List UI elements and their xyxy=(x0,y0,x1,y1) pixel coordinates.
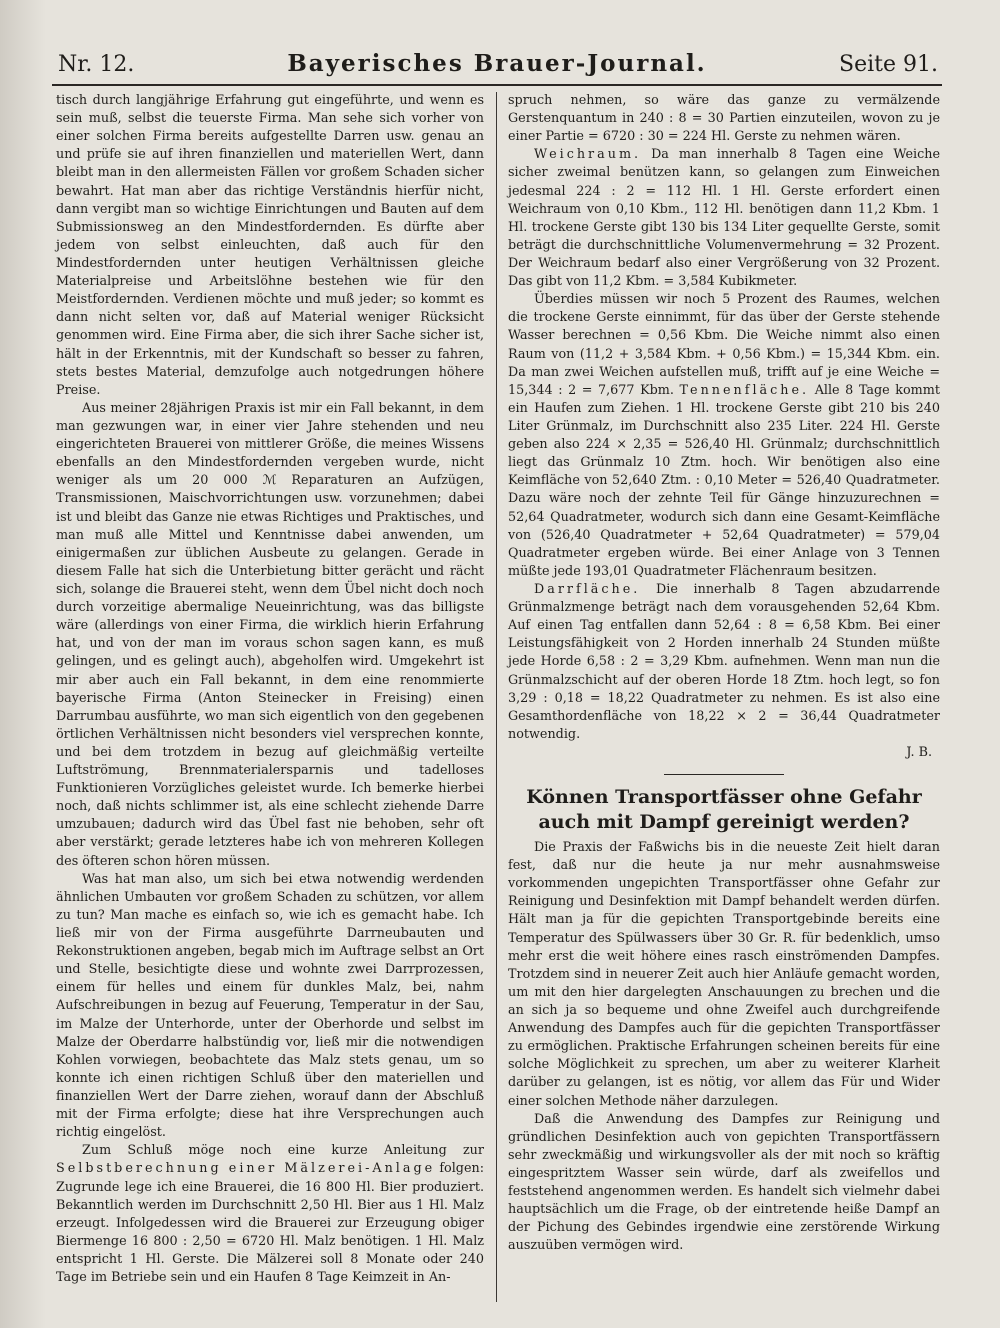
darr-text: Die innerhalb 8 Tagen abzudarrende Grünmalzmenge beträgt nach dem vorausgehenden 52,64 Kbm. Auf einen Tag entfallen dann 52,64 : 8 = 6,58 Kbm. Bei einer Leistungsfähigkeit von 2 Horden innerhalb 24 Stunden müßte jede Horde 6,58 : 2 = 3,29 Kbm. aufnehmen. Wenn man nun die Grünmalzschicht auf der oberen Horde 18 Ztm. hoch legt, so fon 3,29 : 0,18 = 18,22 Quadratmeter zu nehmen. Es ist also eine Gesamthordenfläche von 18,22 × 2 = 36,44 Quadratmeter notwendig. xyxy=(508,581,940,742)
left-paragraph-1: tisch durch langjährige Erfahrung gut eingeführte, und wenn es sein muß, selbst die teuerste Firma. Man sehe sich vorher von einer solchen Firma bereits aufgestellte Darren usw. genau an und prüfe sie auf ihren finanziellen und materiellen Wert, dann bleibt man in den allermeisten Fällen vor großem Schaden sicher bewahrt. Hat man aber das richtige Verständnis hierfür nicht, dann vergibt man so wichtige Einrichtungen und Bauten auf dem Submissionsweg an den Mindestfordernden. Es dürfte aber jedem von selbst einleuchten, daß auch für den Mindestfordernden unter heutigen Verhältnissen gleiche Materialpreise und Arbeitslöhne bestehen wie für den Meistfordernden. Verdienen möchte und muß jeder; so kommt es dann nicht selten vor, daß auf Material weniger Rücksicht genommen wird. Eine Firma aber, die sich ihrer Sache sicher ist, hält in der Erkenntnis, mit der Kundschaft so besser zu fahren, stets bestes Material, demzufolge auch notgedrungen höhere Preise. xyxy=(56,93,484,398)
ueberdies-text-b: Alle 8 Tage kommt ein Haufen zum Ziehen. 1 Hl. trockene Gerste gibt 210 bis 240 Liter Grünmalz, im Durchschnitt also 235 Liter. 224 Hl. Gerste geben also 224 × 2,35 = 526,40 Hl. Grünmalz; durchschnittlich liegt das Grünmalz 10 Ztm. hoch. Wir benötigen also eine Keimfläche von 52,640 Ztm. : 0,10 Meter = 526,40 Quadratmeter. Dazu wäre noch der zehnte Teil für Gänge hinzuzurechnen = 52,64 Quadratmeter, wodurch sich dann eine Gesamt-Keimfläche von (526,40 Quadratmeter + 52,64 Quadratmeter) = 579,04 Quadratmeter ergeben würde. Bei einer Anlage von 3 Tennen müßte jede 193,01 Quadratmeter Flächenraum besitzen. xyxy=(508,382,940,579)
column-divider xyxy=(496,92,497,1302)
left-paragraph-3: Was hat man also, um sich bei etwa notwendig werdenden ähnlichen Umbauten vor großem Schaden zu schützen, vor allem zu tun? Man mache es einfach so, wie ich es gemacht habe. Ich ließ mir von der Firma ausgeführte Darrneubauten und Rekonstruktionen angeben, begab mich im Auftrage selbst an Ort und Stelle, besichtigte diese und wohnte zwei Darrprozessen, einem für helles und einem für dunkles Malz, bei, nahm Aufschreibungen in bezug auf Feuerung, Temperatur in der Sau, im Malze der Unterhorde, unter der Oberhorde und selbst im Malze der Oberdarre halbstündig vor, ließ mir die notwendigen Kohlen vorwiegen, beobachtete das Malz stets genau, um so konnte ich einen richtigen Schluß über den materiellen und finanziellen Wert der Darre ziehen, worauf dann der Abschluß mit der Firma erfolgte; diese hat ihre Versprechungen auch richtig eingelöst. xyxy=(56,871,484,1141)
article-paragraph-1: Die Praxis der Faßwichs bis in die neueste Zeit hielt daran fest, daß nur die heute ja nur mehr ausnahmsweise vorkommenden ungepichten Transportfässer ohne Gefahr zur Reinigung und Desinfektion mit Dampf behandelt werden dürfen. Hält man ja für die gepichten Transportgebinde bereits eine Temperatur des Spülwassers über 30 Gr. R. für bedenklich, umso mehr erst die weit höhere eines rasch einströmenden Dampfes. Trotzdem sind in neuerer Zeit auch hier Anläufe gemacht worden, um mit den hier dargelegten Anschauungen zu brechen und die an sich ja so bequeme und ohne Zweifel auch durchgreifende Anwendung des Dampfes auch für die gepichten Transportfässer zu ermöglichen. Praktische Erfahrungen scheinen bereits für eine solche Möglichkeit zu sprechen, um aber zu weiterer Klarheit darüber zu gelangen, ist es nötig, vor allem das Für und Wider einer solchen Methode näher darzulegen. xyxy=(508,840,940,1109)
weichraum-text: Da man innerhalb 8 Tagen eine Weiche sicher zweimal benützen kann, so gelangen zum Einweichen jedesmal 224 : 2 = 112 Hl. 1 Hl. Gerste erfordert einen Weichraum von 0,10 Kbm., 112 Hl. benötigen dann 11,2 Kbm. 1 Hl. trockene Gerste gibt 130 bis 134 Liter gequellte Gerste, somit beträgt die durchschnittliche Volumenvermehrung = 32 Prozent. Der Weichraum bedarf also einer Vergrößerung von 32 Prozent. Das gibt von 11,2 Kbm. = 3,584 Kubikmeter. xyxy=(508,147,940,290)
darr-label: Darrfläche. xyxy=(534,581,641,597)
left-paragraph-4 xyxy=(56,1142,484,1287)
calc-intro: Zum Schluß möge noch eine kurze Anleitung zur xyxy=(82,1143,484,1159)
ueberdies-paragraph xyxy=(508,291,940,581)
left-column xyxy=(56,92,484,1287)
weichraum-paragraph xyxy=(508,146,940,291)
page-number: Seite 91. xyxy=(839,52,938,77)
page-header xyxy=(56,48,938,82)
article-separator xyxy=(664,774,784,775)
right-column xyxy=(508,92,940,1256)
right-paragraph-1: spruch nehmen, so wäre das ganze zu vermälzende Gerstenquantum in 240 : 8 = 30 Partien einzuteilen, wovon zu je einer Partie = 6720 : 30 = 224 Hl. Gerste zu nehmen wären. xyxy=(508,93,940,145)
weichraum-label: Weichraum. xyxy=(534,147,642,163)
page-gutter-shadow xyxy=(0,0,46,1328)
article-title: Können Transportfässer ohne Gefahr auch mit Dampf gereinigt werden? xyxy=(526,786,922,834)
header-rule xyxy=(52,84,942,86)
article-paragraph-2: Daß die Anwendung des Dampfes zur Reinigung und gründlichen Desinfektion auch von gepichten Transportfässern sehr zweckmäßig und wirkungsvoller als der mit noch so kräftig eingespritztem Wasser sein würde, darf als zweifellos und feststehend angenommen werden. Es handelt sich vielmehr dabei hauptsächlich um die Frage, ob der eintretende heiße Dampf an der Pichung des Gebindes irgendwie eine zerstörende Wirkung auszuüben vermögen wird. xyxy=(508,1111,940,1254)
calc-heading-spaced: Selbstberechnung einer Mälzerei-Anlage xyxy=(56,1161,436,1177)
issue-number: Nr. 12. xyxy=(58,52,135,77)
left-paragraph-2: Aus meiner 28jährigen Praxis ist mir ein Fall bekannt, in dem man gezwungen war, in einer vier Jahre stehenden und neu eingerichteten Brauerei von mittlerer Größe, die meines Wissens ebenfalls an den Mindestfordernden vergeben wurde, nicht weniger als um 20 000 ℳ Reparaturen an Aufzügen, Transmissionen, Maischvorrichtungen usw. vorzunehmen; dabei ist und bleibt das Ganze nie etwas Richtiges und Praktisches, und man muß alle Mittel und Kenntnisse dabei anwenden, um einigermaßen zur üblichen Ausbeute zu gelangen. Gerade in diesem Falle hat sich die Unterbietung bitter gerächt und rächt sich, solange die Brauerei steht, wenn dem Übel nicht doch noch durch vorzeitige abermalige Neueinrichtung, was das billigste wäre (allerdings von einer Firma, die wirklich hierin Erfahrung hat, und von der man im voraus schon sagen kann, es muß gelingen, und es gelingt auch), abgeholfen wird. Umgekehrt ist mir aber auch ein Fall bekannt, in dem eine renommierte bayerische Firma (Anton Steinecker in Freising) einen Darrumbau ausführte, wo man sich eigentlich von den gegebenen örtlichen Verhältnissen nicht besonders viel versprechen konnte, und bei dem trotzdem in bezug auf gleichmäßig verteilte Luftströmung, Brennmaterialersparnis und tadelloses Funktionieren Vorzügliches geleistet wurde. Ich bemerke hierbei noch, daß nichts schlimmer ist, als eine schlecht ziehende Darre umzubauen; dadurch wird das Übel fast nie behoben, sehr oft aber verstärkt; gerade letzteres habe ich von mehreren Kollegen des öfteren schon hören müssen. xyxy=(56,400,484,869)
author-signature: J. B. xyxy=(906,744,932,760)
calc-text: folgen: Zugrunde lege ich eine Brauerei, die 16 800 Hl. Bier produziert. Bekanntlich werden im Durchschnitt 2,50 Hl. Bier aus 1 Hl. Malz erzeugt. Infolgedessen wird die Brauerei zur Erzeugung obiger Biermenge 16 800 : 2,50 = 6720 Hl. Malz benötigen. 1 Hl. Malz entspricht 1 Hl. Gerste. Die Mälzerei soll 8 Monate oder 240 Tage im Betriebe sein und ein Haufen 8 Tage Keimzeit in An- xyxy=(56,1161,484,1286)
ueberdies-text-a: Überdies müssen wir noch 5 Prozent des Raumes, welchen die trockene Gerste einnimmt, für das über der Gerste stehende Wasser berechnen = 0,56 Kbm. Die Weiche nimmt also einen Raum von (11,2 + 3,584 Kbm. + 0,56 Kbm.) = 15,344 Kbm. ein. Da man zwei Weichen aufstellen muß, trifft auf je eine Weiche = 15,344 : 2 = 7,677 Kbm. xyxy=(508,292,940,398)
tennen-label: Tennenfläche. xyxy=(679,382,810,398)
darr-paragraph xyxy=(508,581,940,744)
journal-title: Bayerisches Brauer-Journal. xyxy=(287,50,707,77)
